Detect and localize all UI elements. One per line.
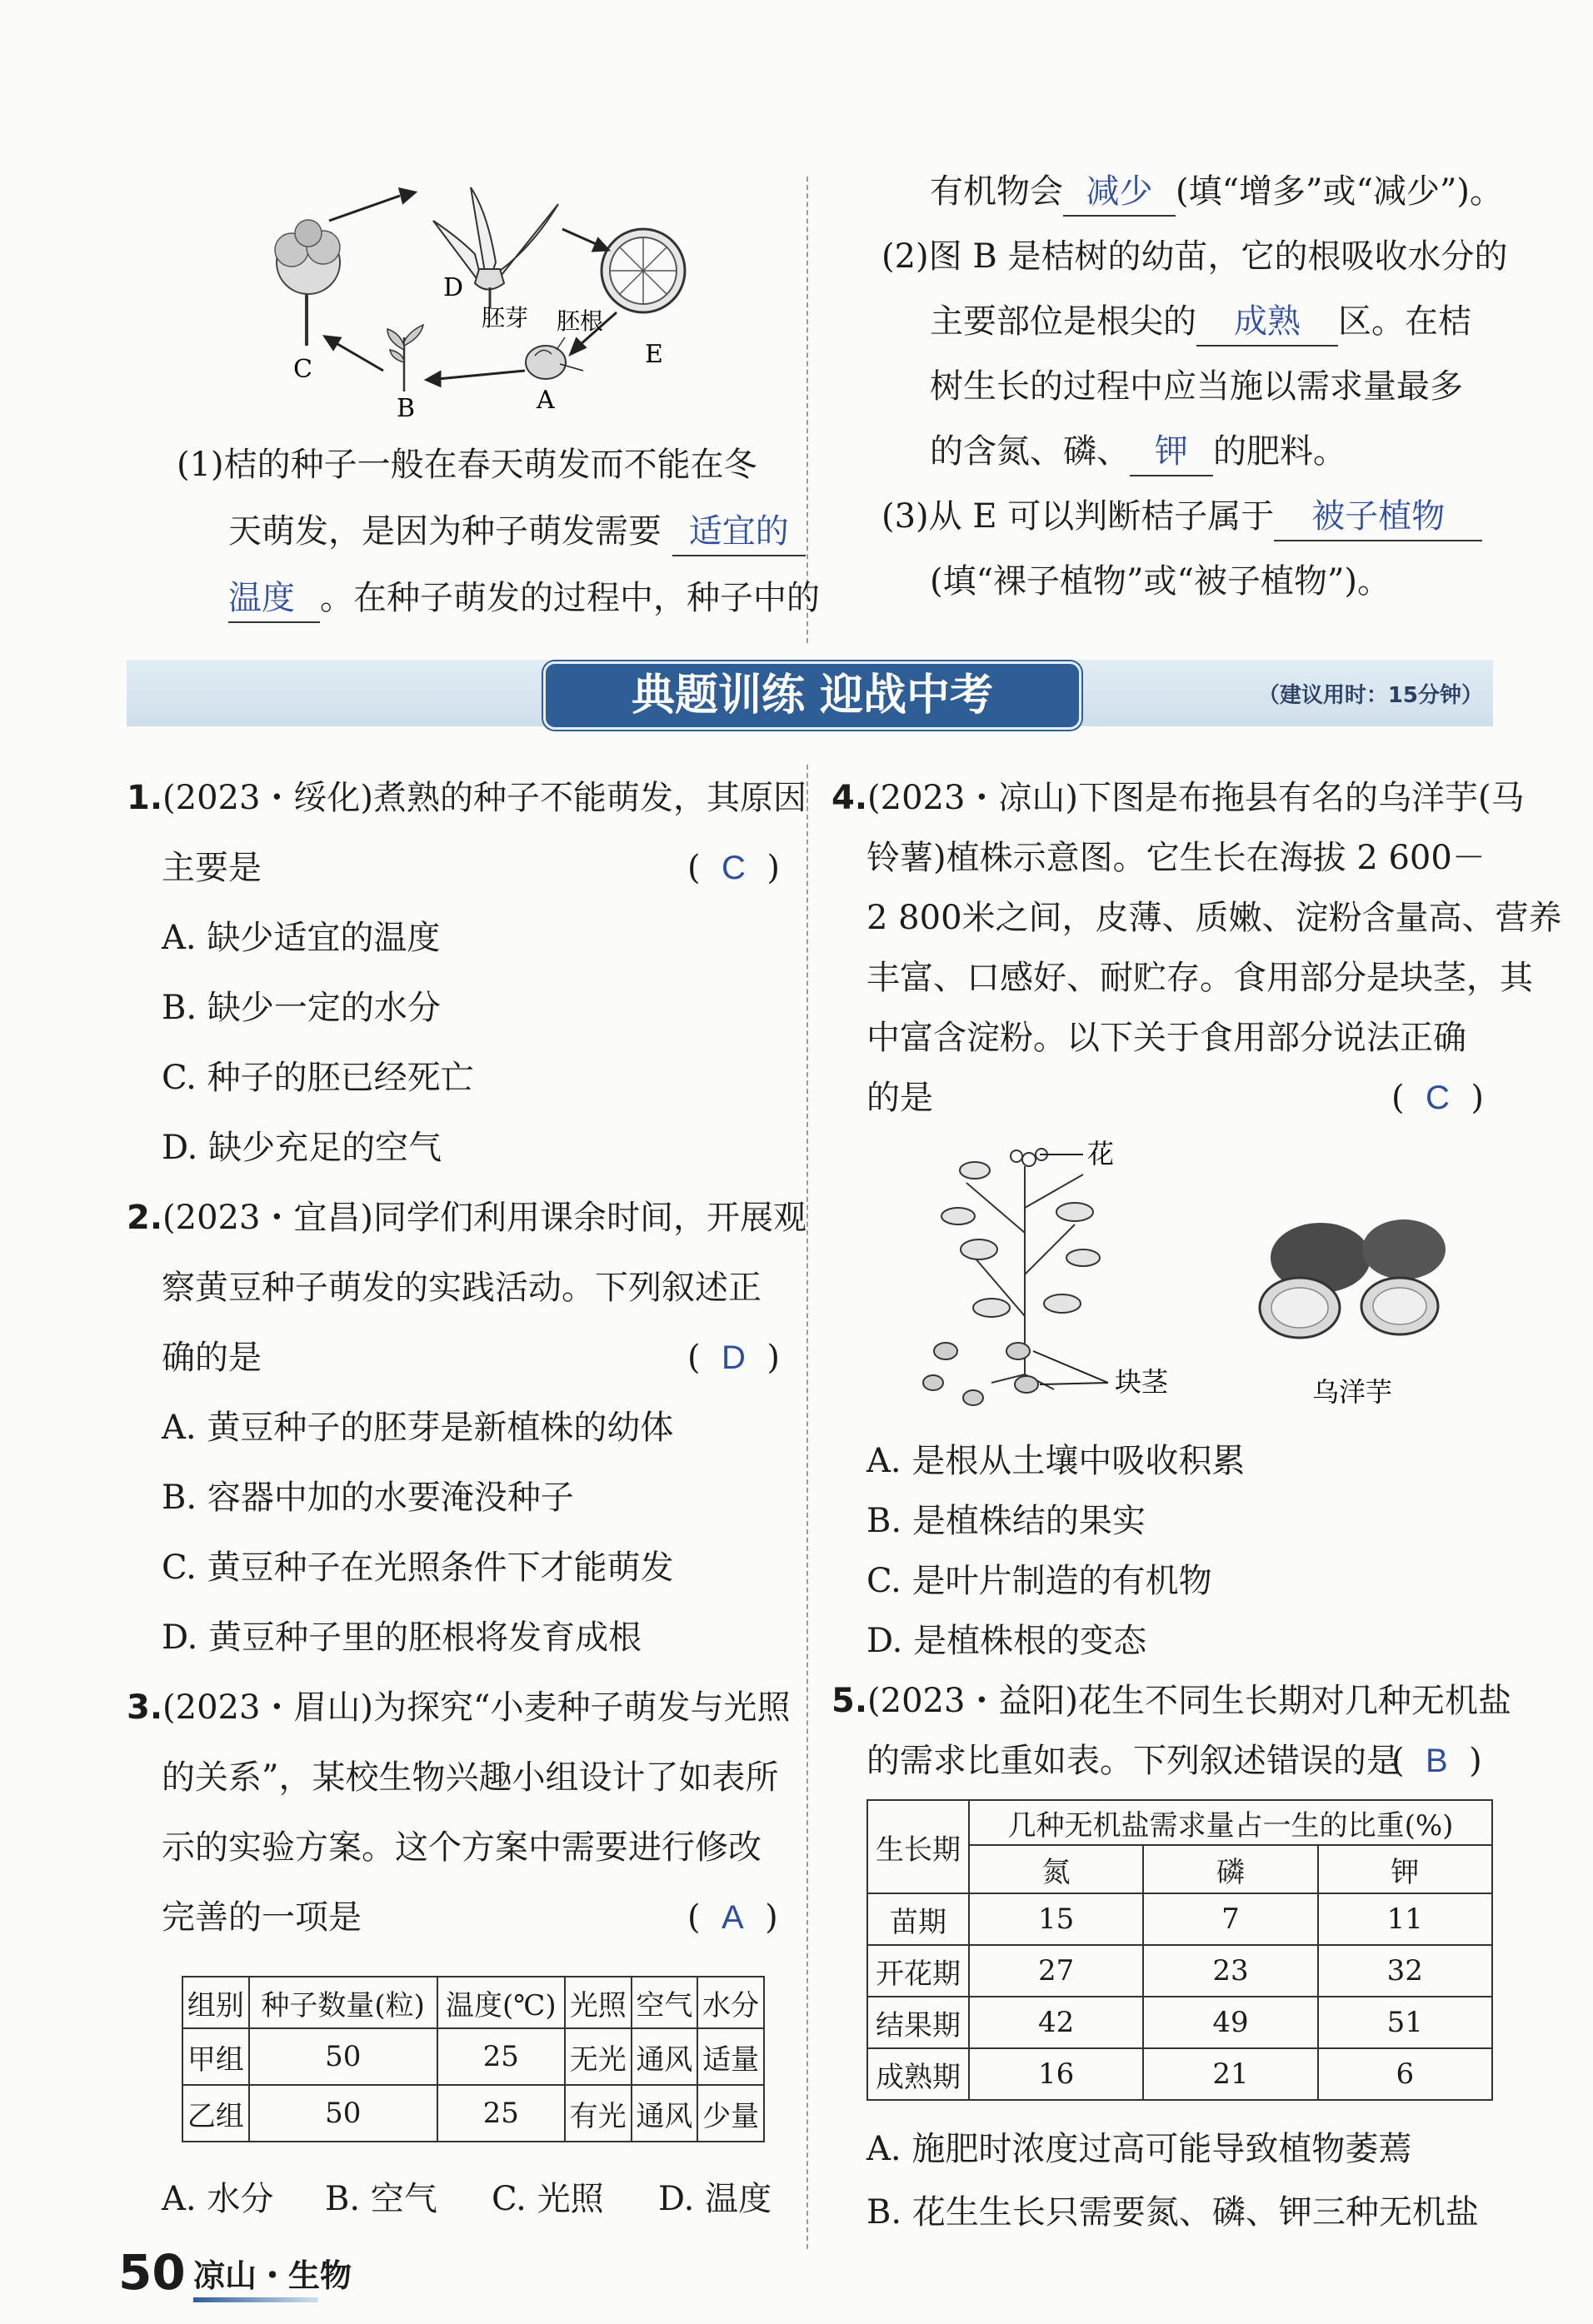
table-cell: 11 (1318, 1893, 1492, 1945)
banner-title-box (543, 661, 1081, 730)
top-q1-line2: 天萌发，是因为种子萌发需要 适宜的 (228, 508, 806, 556)
q1-answer: ( C ) (687, 849, 780, 887)
top-q3-line1: (3)从 E 可以判断桔子属于 被子植物 (881, 493, 1482, 541)
q1-option-d: D. 缺少充足的空气 (162, 1129, 442, 1167)
table-header: 光照 (565, 1977, 632, 2028)
q3-line3: 示的实验方案。这个方案中需要进行修改 (162, 1828, 762, 1867)
q2-line2: 察黄豆种子萌发的实践活动。下列叙述正 (162, 1269, 762, 1307)
table-cell: 适量 (697, 2028, 764, 2085)
top-q3-line2: (填“裸子植物”或“被子植物”)。 (930, 562, 1391, 601)
table-row (867, 1997, 1492, 2048)
q5-option-b: B. 花生生长只需要氮、磷、钾三种无机盐 (866, 2193, 1479, 2232)
table-header: 磷 (1143, 1845, 1317, 1893)
top-q2-line4: 的含氮、磷、 钾 的肥料。 (930, 428, 1346, 476)
table-row (867, 1945, 1492, 1997)
q5-mineral-table (866, 1799, 1493, 2101)
label-flower: 花 (1087, 1138, 1115, 1169)
top-q1-line1: (1)桔的种子一般在春天萌发而不能在冬 (177, 446, 757, 484)
q5-line1: 5.(2023・益阳)花生不同生长期对几种无机盐 (831, 1682, 1512, 1720)
table-cell: 甲组 (182, 2028, 249, 2085)
orange-lifecycle-diagram (250, 171, 717, 429)
table-header: 组别 (182, 1977, 249, 2028)
q2-option-c: C. 黄豆种子在光照条件下才能萌发 (162, 1549, 674, 1587)
table-cell: 无光 (565, 2028, 632, 2085)
label-d: D (443, 273, 464, 302)
table-cell: 32 (1318, 1945, 1492, 1997)
table-cell: 25 (437, 2085, 565, 2142)
q2-answer: ( D ) (687, 1339, 780, 1377)
answer-blank-suitable: 适宜的 (672, 508, 806, 556)
table-header-row (182, 1977, 764, 2028)
label-e: E (645, 340, 663, 369)
table-cell: 42 (969, 1997, 1143, 2048)
table-header: 几种无机盐需求量占一生的比重(%) (969, 1800, 1492, 1845)
q4-option-d: D. 是植株根的变态 (866, 1622, 1147, 1660)
table-cell: 15 (969, 1893, 1143, 1945)
q2-option-d: D. 黄豆种子里的胚根将发育成根 (162, 1618, 642, 1657)
table-header-row (867, 1800, 1492, 1845)
q3-option-a: A. 水分 (162, 2180, 274, 2218)
section-banner (127, 660, 1493, 726)
table-header: 空气 (632, 1977, 698, 2028)
table-cell: 通风 (632, 2085, 698, 2142)
label-a: A (537, 386, 555, 415)
top-q2-line3: 树生长的过程中应当施以需求量最多 (930, 367, 1463, 406)
q4-line2: 铃薯)植株示意图。它生长在海拔 2 600－ (866, 839, 1486, 877)
q1-option-b: B. 缺少一定的水分 (162, 989, 441, 1027)
q4-option-c: C. 是叶片制造的有机物 (866, 1562, 1212, 1600)
table-cell: 51 (1318, 1997, 1492, 2048)
page-number: 50 (118, 2244, 186, 2301)
label-b: B (397, 394, 416, 423)
table-cell: 开花期 (867, 1945, 969, 1997)
table-cell: 25 (437, 2028, 565, 2085)
q3-option-c: C. 光照 (492, 2180, 604, 2218)
table-cell: 21 (1143, 2048, 1317, 2100)
orange-e-icon (602, 229, 685, 312)
table-cell: 通风 (632, 2028, 698, 2085)
q4-option-b: B. 是植株结的果实 (866, 1502, 1146, 1540)
q3-line1: 3.(2023・眉山)为探究“小麦种子萌发与光照 (127, 1688, 791, 1727)
table-header: 种子数量(粒) (249, 1977, 437, 2028)
q4-line1: 4.(2023・凉山)下图是布拖县有名的乌洋芋(马 (831, 779, 1525, 817)
table-cell: 乙组 (182, 2085, 249, 2142)
table-cell: 50 (249, 2085, 437, 2142)
q4-answer: ( C ) (1391, 1079, 1484, 1117)
top-q1-line3: 温度 。在种子萌发的过程中，种子中的 (228, 575, 820, 623)
table-cell: 6 (1318, 2048, 1492, 2100)
table-cell: 49 (1143, 1997, 1317, 2048)
q5-answer: ( B ) (1391, 1742, 1482, 1780)
q1-line1: 1.(2023・绥化)煮熟的种子不能萌发，其原因 (127, 779, 807, 817)
table-row (867, 1893, 1492, 1945)
column-divider-main (806, 765, 808, 2249)
table-cell: 苗期 (867, 1893, 969, 1945)
q3-line2: 的关系”，某校生物兴趣小组设计了如表所 (162, 1758, 779, 1797)
q3-line4: 完善的一项是 (162, 1898, 362, 1937)
seedling-b-icon (387, 325, 423, 391)
q1-line2: 主要是 (162, 849, 262, 887)
top-q2-line1: (2)图 B 是桔树的幼苗，它的根吸收水分的 (881, 237, 1508, 276)
top-right-line1: 有机物会 减少 (填“增多”或“减少”)。 (930, 168, 1503, 217)
q4-line3: 2 800米之间，皮薄、质嫩、淀粉含量高、营养 (866, 899, 1562, 937)
answer-blank-potassium: 钾 (1130, 428, 1213, 476)
top-q2-line2: 主要部位是根尖的 成熟 区。在桔 (930, 298, 1471, 347)
table-cell: 成熟期 (867, 2048, 969, 2100)
potato-tubers-icon (1260, 1219, 1446, 1338)
q2-line1: 2.(2023・宜昌)同学们利用课余时间，开展观 (127, 1199, 807, 1237)
label-peiya: 胚芽 (482, 304, 529, 332)
table-cell: 少量 (697, 2085, 764, 2142)
q2-line3: 确的是 (162, 1339, 262, 1377)
answer-blank-angiosperm: 被子植物 (1274, 493, 1482, 541)
tree-c-icon (275, 220, 340, 346)
table-cell: 23 (1143, 1945, 1317, 1997)
q3-answer: ( A ) (687, 1898, 778, 1937)
q1-option-c: C. 种子的胚已经死亡 (162, 1059, 474, 1097)
table-cell: 7 (1143, 1893, 1317, 1945)
label-peigen: 胚根 (557, 307, 604, 335)
column-divider-top (806, 177, 808, 643)
table-header: 钾 (1318, 1845, 1492, 1893)
q5-line2: 的需求比重如表。下列叙述错误的是 (866, 1742, 1400, 1780)
table-cell: 有光 (565, 2085, 632, 2142)
q4-line6: 的是 (866, 1079, 933, 1117)
label-potato: 乌洋芋 (1312, 1376, 1393, 1408)
label-c: C (293, 355, 312, 384)
footer-underline (193, 2297, 318, 2302)
table-header: 水分 (697, 1977, 764, 2028)
q5-option-a: A. 施肥时浓度过高可能导致植物萎蔫 (866, 2130, 1412, 2168)
answer-blank-temperature: 温度 (228, 575, 320, 623)
table-cell: 16 (969, 2048, 1143, 2100)
q4-line4: 丰富、口感好、耐贮存。食用部分是块茎，其 (866, 959, 1533, 997)
table-row (182, 2085, 764, 2142)
potato-plant-icon (923, 1149, 1100, 1405)
q2-option-b: B. 容器中加的水要淹没种子 (162, 1479, 574, 1517)
label-tuber: 块茎 (1115, 1366, 1169, 1398)
q4-option-a: A. 是根从土壤中吸收积累 (866, 1442, 1246, 1480)
table-row (867, 2048, 1492, 2100)
table-cell: 50 (249, 2028, 437, 2085)
q2-option-a: A. 黄豆种子的胚芽是新植株的幼体 (162, 1409, 674, 1447)
seed-a-icon (526, 337, 566, 379)
table-header: 氮 (969, 1845, 1143, 1893)
table-header: 温度(℃) (437, 1977, 565, 2028)
footer-label: 凉山・生物 (193, 2257, 352, 2294)
cycle-arrows (325, 189, 617, 386)
potato-plant-figure (883, 1133, 1466, 1424)
table-header: 生长期 (867, 1800, 969, 1893)
table-row (182, 2028, 764, 2085)
q3-option-d: D. 温度 (658, 2180, 772, 2218)
answer-blank-mature-zone: 成熟 (1196, 298, 1338, 347)
q1-option-a: A. 缺少适宜的温度 (162, 919, 441, 957)
table-cell: 结果期 (867, 1997, 969, 2048)
table-cell: 27 (969, 1945, 1143, 1997)
q4-line5: 中富含淀粉。以下关于食用部分说法正确 (866, 1019, 1466, 1057)
q3-experiment-table (182, 1976, 765, 2142)
q3-option-b: B. 空气 (325, 2180, 437, 2218)
banner-title: 典题训练 迎战中考 (631, 671, 994, 721)
answer-blank-decrease: 减少 (1063, 168, 1176, 217)
pointer-lines (1033, 1155, 1108, 1384)
suggested-time: （建议用时：15分钟） (1257, 683, 1483, 708)
